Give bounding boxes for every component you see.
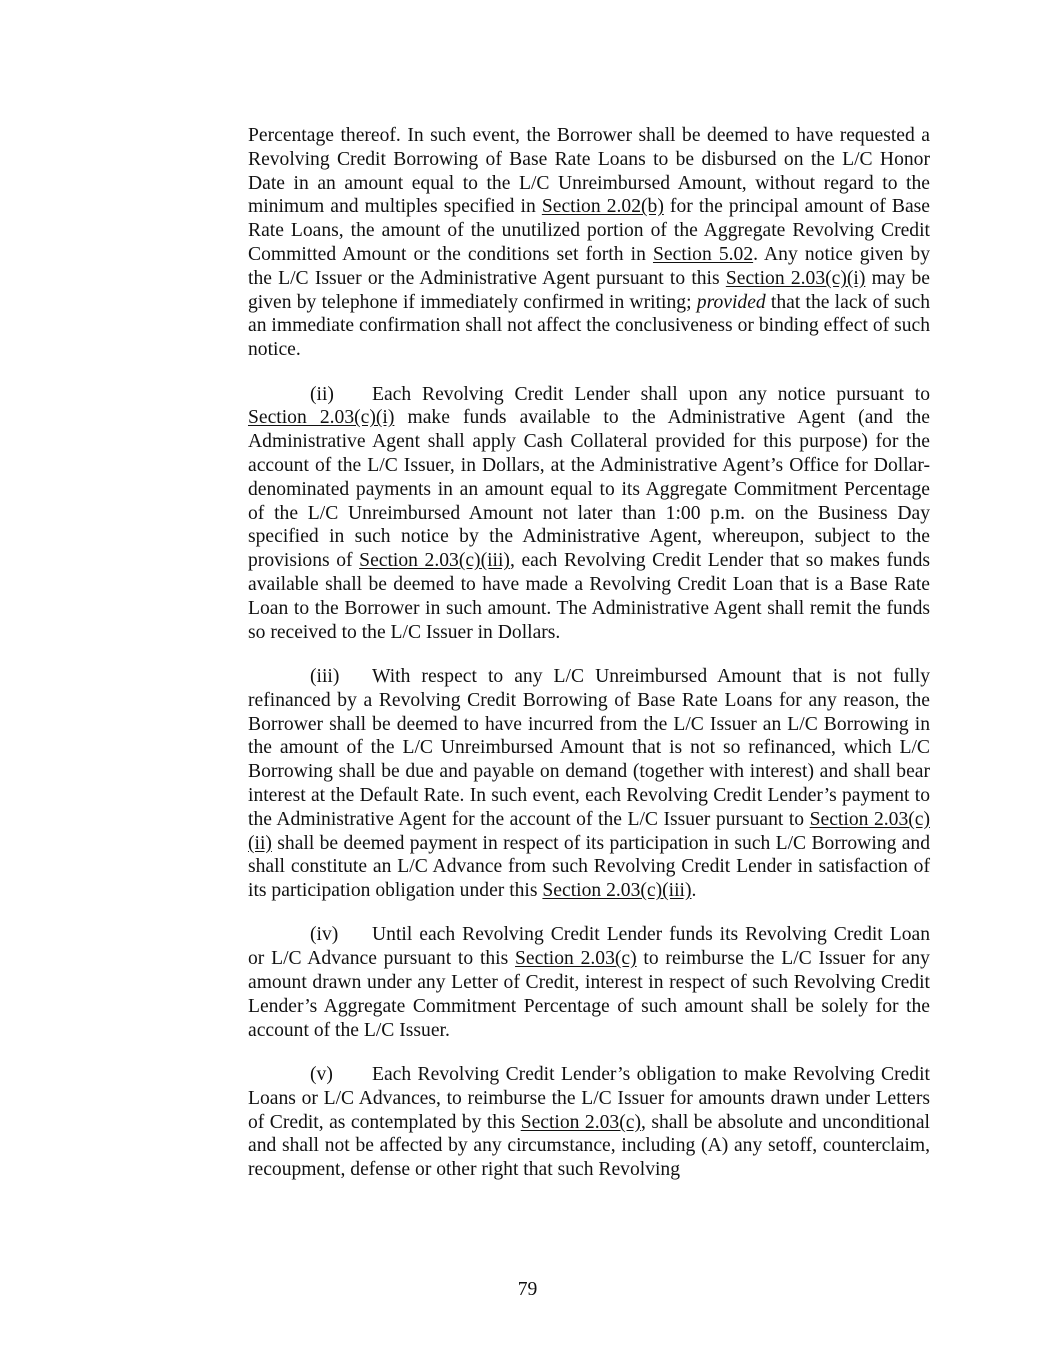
text-run: With respect to any L/C Unreimbursed Amount that is not fully refinanced by a Revolving Credit Borrowing of Base Rate Loans for any reason, the Borrower shall be deemed to have incurred from the L/C Issuer an L/C Borrowing in the amount of the L/C Unreimbursed Amount that is not so refinanced, which L/C Borrowing shall be due and payable on demand (together with interest) and shall bear interest at the Default Rate. In such event, each Revolving Credit Lender’s payment to the Administrative Agent for the account of the L/C Issuer pursuant to: [248, 665, 930, 830]
paragraph-iv: [248, 923, 930, 1042]
text-run: Percentage thereof. In such event, the Borrower shall be deemed to have requested a Revolving Credit Borrowing of Base Rate Loans to be disbursed on the L/C Honor Date in an amount equal to the L/C Unreimbursed Amount, without regard to the minimum and multiples specified in: [248, 125, 930, 218]
section-reference: Section 2.03(c)(iii): [542, 880, 692, 902]
document-page: [248, 124, 930, 1203]
text-run: make funds available to the Administrative Agent (and the Administrative Agent shall apply Cash Collateral provided for this purpose) for the account of the L/C Issuer, in Dollars, at the Administrative Agent’s Office for Dollar-denominated payments in an amount equal to its Aggregate Commitment Percentage of the L/C Unreimbursed Amount not later than 1:00 p.m. on the Business Day specified in such notice by the Administrative Agent, whereupon, subject to the provisions of: [248, 407, 930, 572]
section-reference: Section 5.02: [652, 243, 754, 265]
text-run: .: [691, 880, 697, 902]
section-reference: Section 2.03(c): [520, 1111, 641, 1133]
text-run: Each Revolving Credit Lender’s obligation to make Revolving Credit Loans or L/C Advances, to reimburse the L/C Issuer for amounts drawn under Letters of Credit, as contemplated by this: [248, 1064, 930, 1133]
clause-number: (v): [310, 1064, 333, 1086]
text-run: that the lack of such an immediate confirmation shall not affect the conclusiveness or binding effect of such notice.: [248, 291, 930, 361]
text-run: Until each Revolving Credit Lender funds its Revolving Credit Loan or L/C Advance pursuant to this: [248, 924, 930, 970]
text-run: , each Revolving Credit Lender that so makes funds available shall be deemed to have made a Revolving Credit Loan that is a Base Rate Loan to the Borrower in such amount. The Administrative Agent shall remit the funds so received to the L/C Issuer in Dollars.: [248, 550, 931, 643]
clause-number: (iii): [310, 665, 340, 687]
text-run: to reimburse the L/C Issuer for any amount drawn under any Letter of Credit, interest in respect of such Revolving Credit Lender’s Aggregate Commitment Percentage of such amount shall be solely for the account of the L/C Issuer.: [248, 948, 930, 1041]
section-reference: Section 2.03(c)(ii): [248, 808, 930, 854]
text-run: , shall be absolute and unconditional and shall not be affected by any circumstance, including (A) any setoff, counterclaim, recoupment, defense or other right that such Revolving: [248, 1111, 930, 1181]
section-reference: Section 2.03(c): [515, 948, 637, 970]
text-run: may be given by telephone if immediately confirmed in writing;: [248, 267, 931, 313]
text-run: Each Revolving Credit Lender shall upon any notice pursuant to: [372, 383, 930, 405]
italic-term: provided: [696, 291, 766, 313]
clause-number: (ii): [310, 383, 334, 405]
page-number: 79: [517, 1279, 538, 1300]
section-reference: Section 2.02(b): [541, 196, 664, 218]
section-reference: Section 2.03(c)(i): [248, 407, 395, 429]
text-run: for the principal amount of Base Rate Loans, the amount of the unutilized portion of the Aggregate Revolving Credit Committed Amount or the conditions set forth in: [248, 196, 930, 265]
section-reference: Section 2.03(c)(iii): [359, 550, 510, 572]
paragraph-continuation: [248, 124, 930, 362]
text-run: shall be deemed payment in respect of its participation in such L/C Borrowing and shall constitute an L/C Advance from such Revolving Credit Lender in satisfaction of its participation obligation under this: [248, 832, 930, 902]
clause-number: (iv): [310, 924, 339, 946]
paragraph-iii: [248, 665, 930, 903]
section-reference: Section 2.03(c)(i): [725, 267, 866, 289]
text-run: . Any notice given by the L/C Issuer or the Administrative Agent pursuant to this: [248, 243, 931, 289]
paragraph-ii: [248, 383, 930, 645]
paragraph-v: [248, 1063, 930, 1182]
